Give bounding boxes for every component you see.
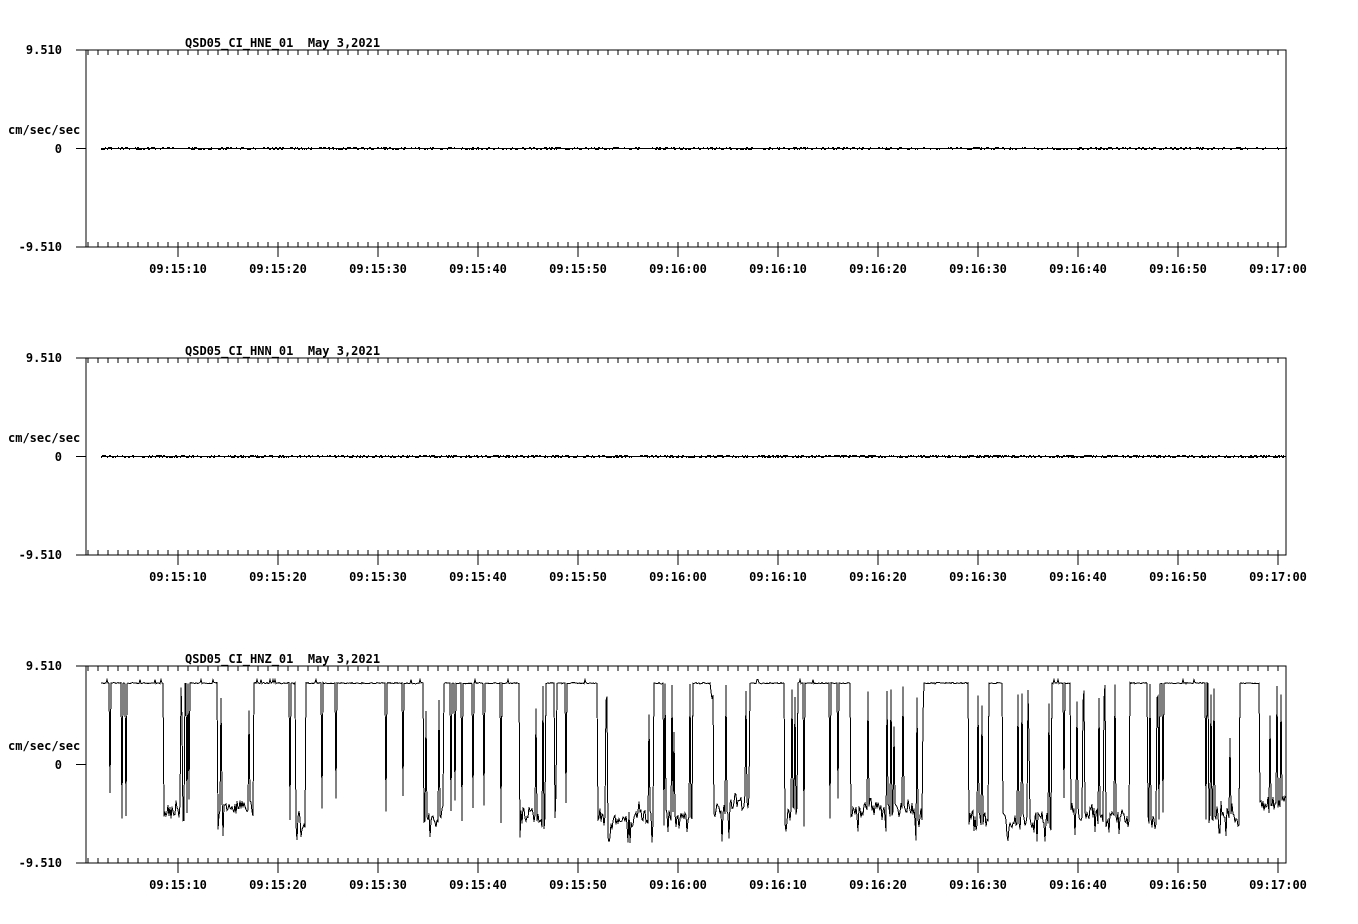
xtick-label: 09:16:10 xyxy=(749,262,807,276)
xtick-label: 09:16:50 xyxy=(1149,262,1207,276)
xtick-label: 09:16:00 xyxy=(649,878,707,892)
ytick-zero-label: 0 xyxy=(54,142,62,156)
ytick-min-label: -9.510 xyxy=(18,856,62,870)
panel-hnn-chart xyxy=(0,308,1358,616)
xtick-label: 09:16:30 xyxy=(949,262,1007,276)
panel-hnz-chart xyxy=(0,616,1358,924)
xtick-label: 09:16:00 xyxy=(649,262,707,276)
xtick-label: 09:16:50 xyxy=(1149,570,1207,584)
xtick-label: 09:16:30 xyxy=(949,878,1007,892)
ytick-max-label: 9.510 xyxy=(25,659,62,673)
panel-title-hnz: QSD05_CI_HNZ_01 May 3,2021 xyxy=(185,652,381,666)
waveform-hnz xyxy=(101,680,1286,844)
ytick-min-label: -9.510 xyxy=(18,240,62,254)
xtick-label: 09:15:10 xyxy=(149,878,207,892)
panel-hne-chart xyxy=(0,0,1358,308)
panel-title-hne: QSD05_CI_HNE_01 May 3,2021 xyxy=(185,36,381,50)
ytick-min-label: -9.510 xyxy=(18,548,62,562)
xtick-label: 09:17:00 xyxy=(1249,878,1307,892)
y-level-ticks xyxy=(76,50,86,247)
panel-title-hnn: QSD05_CI_HNN_01 May 3,2021 xyxy=(185,344,381,358)
xtick-label: 09:16:20 xyxy=(849,262,907,276)
waveform-hnn xyxy=(101,456,1286,457)
y-level-ticks xyxy=(76,358,86,555)
xtick-label: 09:17:00 xyxy=(1249,570,1307,584)
xtick-label: 09:15:30 xyxy=(349,570,407,584)
waveform-trace xyxy=(101,680,1286,844)
ytick-max-label: 9.510 xyxy=(25,43,62,57)
xtick-label: 09:15:40 xyxy=(449,878,507,892)
xtick-label: 09:15:10 xyxy=(149,262,207,276)
xtick-label: 09:15:10 xyxy=(149,570,207,584)
xtick-label: 09:16:20 xyxy=(849,878,907,892)
xtick-label: 09:15:20 xyxy=(249,570,307,584)
ytick-max-label: 9.510 xyxy=(25,351,62,365)
xtick-label: 09:15:50 xyxy=(549,570,607,584)
xtick-label: 09:15:50 xyxy=(549,878,607,892)
xtick-label: 09:16:40 xyxy=(1049,262,1107,276)
ytick-zero-label: 0 xyxy=(54,450,62,464)
y-axis-units-label: cm/sec/sec xyxy=(8,123,81,137)
y-axis-units-label: cm/sec/sec xyxy=(8,431,81,445)
xtick-label: 09:15:30 xyxy=(349,262,407,276)
xtick-label: 09:16:40 xyxy=(1049,878,1107,892)
xtick-label: 09:17:00 xyxy=(1249,262,1307,276)
xtick-label: 09:16:40 xyxy=(1049,570,1107,584)
axes-layer-hnn xyxy=(76,358,1286,565)
xtick-label: 09:15:50 xyxy=(549,262,607,276)
ytick-zero-label: 0 xyxy=(54,758,62,772)
xtick-label: 09:15:40 xyxy=(449,570,507,584)
waveform-hne xyxy=(101,148,1287,149)
y-level-ticks xyxy=(76,666,86,863)
xtick-label: 09:16:50 xyxy=(1149,878,1207,892)
xtick-label: 09:16:00 xyxy=(649,570,707,584)
axes-layer-hne xyxy=(76,50,1286,257)
xtick-label: 09:16:10 xyxy=(749,878,807,892)
xtick-label: 09:15:30 xyxy=(349,878,407,892)
xtick-label: 09:16:10 xyxy=(749,570,807,584)
xtick-label: 09:15:20 xyxy=(249,878,307,892)
xtick-label: 09:15:20 xyxy=(249,262,307,276)
y-axis-units-label: cm/sec/sec xyxy=(8,739,81,753)
xtick-label: 09:16:20 xyxy=(849,570,907,584)
xtick-label: 09:16:30 xyxy=(949,570,1007,584)
xtick-label: 09:15:40 xyxy=(449,262,507,276)
